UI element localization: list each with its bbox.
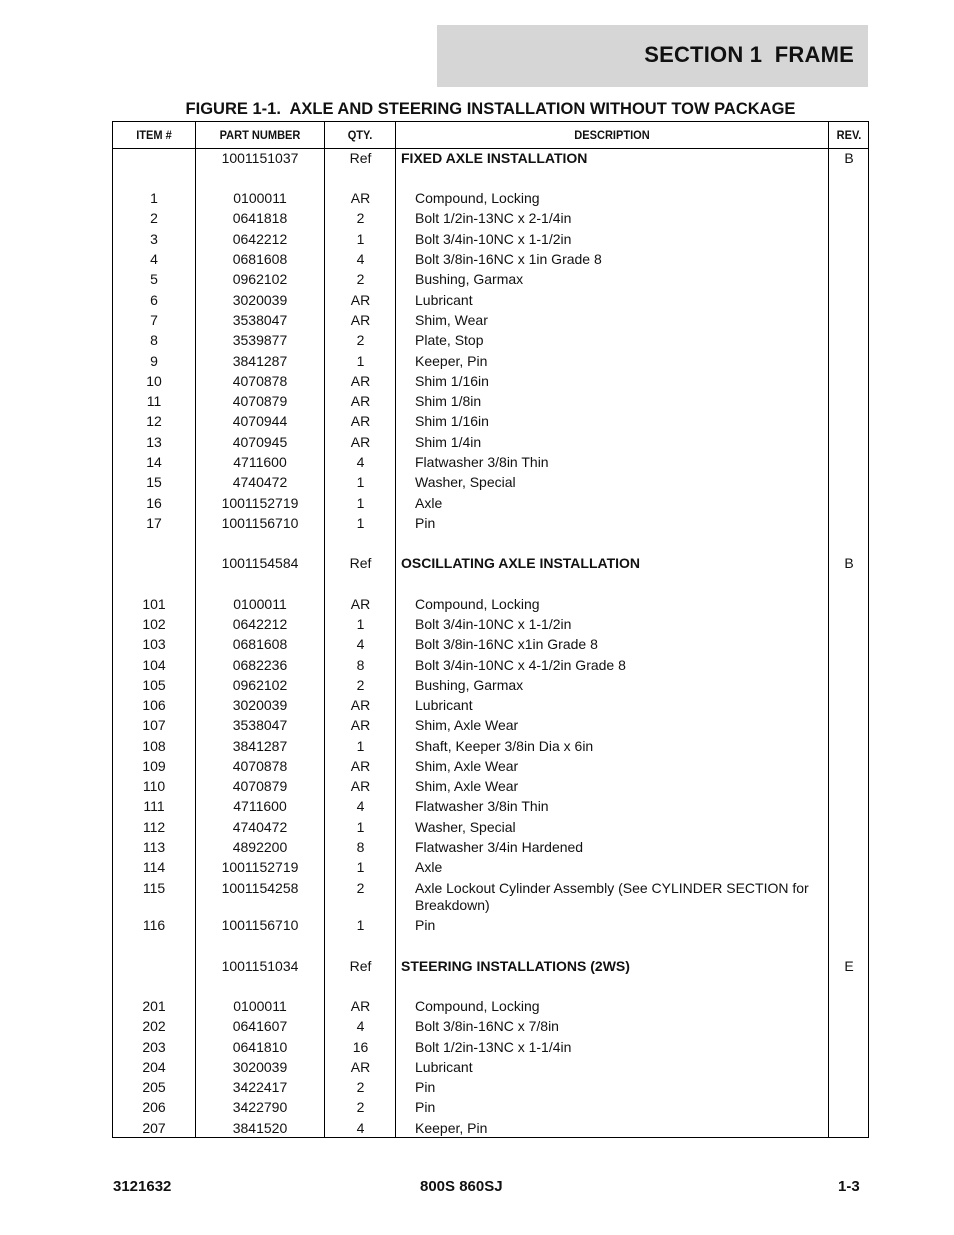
column-header-rev: REV. (836, 128, 862, 142)
cell-item-number: 15 (146, 474, 162, 490)
cell-item-number: 114 (142, 859, 166, 875)
cell-quantity: 4 (356, 1120, 365, 1136)
cell-part-number: 0682236 (232, 657, 288, 673)
cell-item-number: 113 (142, 839, 166, 855)
cell-quantity: 2 (356, 271, 365, 287)
cell-description: Shim 1/16in (415, 413, 489, 429)
cell-quantity: AR (350, 413, 371, 429)
cell-part-number: 3422417 (232, 1079, 288, 1095)
cell-part-number: 4740472 (232, 474, 288, 490)
cell-description: Compound, Locking (415, 596, 540, 612)
cell-item-number: 8 (150, 332, 158, 348)
cell-description: Keeper, Pin (415, 353, 488, 369)
cell-description: Shim 1/16in (415, 373, 489, 389)
cell-item-number: 10 (146, 373, 162, 389)
cell-quantity: AR (350, 373, 371, 389)
cell-description: Keeper, Pin (415, 1120, 488, 1136)
cell-part-number: 0100011 (233, 998, 287, 1014)
cell-quantity: 1 (356, 859, 365, 875)
cell-part-number: 4070878 (232, 373, 288, 389)
column-header-item: ITEM # (136, 128, 172, 142)
cell-item-number: 205 (142, 1079, 166, 1095)
cell-part-number: 4070944 (232, 413, 288, 429)
cell-description: Bolt 1/2in-13NC x 2-1/4in (415, 210, 572, 226)
cell-part-number: 0642212 (232, 231, 288, 247)
cell-item-number: 105 (142, 677, 166, 693)
cell-description: Plate, Stop (415, 332, 484, 348)
cell-part-number: 1001151037 (221, 150, 299, 166)
cell-description: Pin (415, 515, 436, 531)
cell-part-number: 0681608 (232, 251, 288, 267)
cell-part-number: 1001156710 (221, 917, 299, 933)
cell-item-number: 115 (142, 880, 166, 896)
cell-part-number: 3841287 (232, 738, 288, 754)
cell-part-number: 1001154258 (221, 880, 299, 896)
cell-description: Lubricant (415, 292, 473, 308)
cell-part-number: 1001154584 (221, 555, 299, 571)
cell-item-number: 102 (142, 616, 166, 632)
cell-quantity: AR (350, 292, 371, 308)
cell-quantity: 4 (356, 798, 365, 814)
cell-description: Bolt 3/4in-10NC x 1-1/2in (415, 616, 572, 632)
footer-doc-number: 3121632 (113, 1178, 172, 1195)
column-header-description: DESCRIPTION (574, 128, 650, 142)
cell-quantity: 4 (356, 454, 365, 470)
cell-item-number: 106 (142, 697, 166, 713)
cell-item-number: 14 (146, 454, 162, 470)
cell-description: Washer, Special (415, 819, 516, 835)
cell-item-number: 5 (150, 271, 158, 287)
cell-part-number: 3020039 (232, 1059, 288, 1075)
cell-item-number: 16 (146, 495, 162, 511)
cell-quantity: 1 (356, 474, 365, 490)
cell-item-number: 201 (142, 998, 166, 1014)
cell-quantity: 1 (356, 495, 365, 511)
cell-quantity: 1 (356, 738, 365, 754)
cell-quantity: 1 (356, 231, 365, 247)
cell-description: Flatwasher 3/8in Thin (415, 798, 549, 814)
cell-item-number: 17 (146, 515, 162, 531)
cell-part-number: 0681608 (232, 636, 288, 652)
cell-item-number: 9 (150, 353, 158, 369)
cell-part-number: 1001156710 (221, 515, 299, 531)
cell-item-number: 202 (142, 1018, 166, 1034)
cell-description: Bushing, Garmax (415, 677, 524, 693)
cell-part-number: 3538047 (232, 312, 288, 328)
cell-item-number: 111 (143, 798, 165, 814)
cell-item-number: 104 (142, 657, 166, 673)
cell-quantity: AR (350, 778, 371, 794)
cell-quantity: 8 (356, 657, 365, 673)
cell-part-number: 0962102 (232, 271, 288, 287)
cell-part-number: 1001151034 (221, 958, 299, 974)
cell-quantity: 2 (356, 210, 365, 226)
column-header-part-number: PART NUMBER (219, 128, 301, 142)
cell-quantity: AR (350, 312, 371, 328)
column-header-qty: QTY. (347, 128, 373, 142)
cell-item-number: 108 (142, 738, 166, 754)
cell-description: Shim 1/4in (415, 434, 482, 450)
cell-part-number: 0641818 (232, 210, 288, 226)
cell-quantity: 2 (356, 1079, 365, 1095)
cell-item-number: 203 (142, 1039, 166, 1055)
cell-description: OSCILLATING AXLE INSTALLATION (401, 555, 641, 571)
cell-item-number: 2 (150, 210, 158, 226)
cell-quantity: 4 (356, 1018, 365, 1034)
cell-description: Lubricant (415, 697, 473, 713)
cell-revision: B (844, 150, 854, 166)
cell-item-number: 204 (142, 1059, 166, 1075)
column-divider (828, 122, 829, 1137)
cell-description: Axle (415, 859, 443, 875)
cell-description: Bolt 3/8in-16NC x 1in Grade 8 (415, 251, 602, 267)
cell-item-number: 6 (150, 292, 158, 308)
cell-description: Pin (415, 1099, 436, 1115)
cell-quantity: 1 (356, 819, 365, 835)
cell-description: FIXED AXLE INSTALLATION (401, 150, 588, 166)
cell-revision: E (844, 958, 854, 974)
cell-part-number: 1001152719 (221, 859, 299, 875)
cell-description: Shim, Axle Wear (415, 778, 519, 794)
cell-item-number: 7 (150, 312, 158, 328)
cell-part-number: 3020039 (232, 697, 288, 713)
cell-quantity: 1 (356, 917, 365, 933)
cell-part-number: 3422790 (232, 1099, 288, 1115)
cell-part-number: 4070879 (232, 778, 288, 794)
cell-item-number: 4 (150, 251, 158, 267)
cell-part-number: 0962102 (232, 677, 288, 693)
cell-quantity: AR (350, 596, 371, 612)
cell-quantity: AR (350, 717, 371, 733)
cell-item-number: 110 (142, 778, 166, 794)
cell-quantity: 1 (356, 353, 365, 369)
cell-quantity: 2 (356, 677, 365, 693)
cell-description: Axle (415, 495, 443, 511)
cell-quantity: Ref (349, 555, 372, 571)
cell-part-number: 3539877 (232, 332, 288, 348)
cell-quantity: 1 (356, 515, 365, 531)
cell-item-number: 112 (142, 819, 166, 835)
cell-part-number: 4892200 (232, 839, 288, 855)
cell-part-number: 0641810 (232, 1039, 288, 1055)
cell-quantity: 4 (356, 636, 365, 652)
cell-quantity: 2 (356, 1099, 365, 1115)
figure-title: FIGURE 1-1. AXLE AND STEERING INSTALLATION WITHOUT TOW PACKAGE (185, 100, 796, 118)
cell-description: Bolt 3/4in-10NC x 1-1/2in (415, 231, 572, 247)
cell-part-number: 4711600 (233, 454, 287, 470)
cell-quantity: AR (350, 998, 371, 1014)
cell-part-number: 4070879 (232, 393, 288, 409)
cell-item-number: 13 (146, 434, 162, 450)
cell-quantity: AR (350, 393, 371, 409)
cell-part-number: 0100011 (233, 596, 287, 612)
cell-part-number: 3020039 (232, 292, 288, 308)
cell-description: Shim 1/8in (415, 393, 482, 409)
cell-part-number: 1001152719 (221, 495, 299, 511)
footer-model: 800S 860SJ (420, 1178, 503, 1195)
cell-item-number: 11 (146, 393, 162, 409)
section-title: SECTION 1 FRAME (644, 42, 854, 67)
cell-description: Bolt 1/2in-13NC x 1-1/4in (415, 1039, 572, 1055)
cell-part-number: 0642212 (232, 616, 288, 632)
cell-quantity: 4 (356, 251, 365, 267)
cell-description: Shim, Axle Wear (415, 717, 519, 733)
cell-description: Bolt 3/4in-10NC x 4-1/2in Grade 8 (415, 657, 626, 673)
cell-part-number: 3841287 (232, 353, 288, 369)
cell-part-number: 4711600 (233, 798, 287, 814)
cell-quantity: AR (350, 190, 371, 206)
cell-quantity: 2 (356, 880, 365, 896)
cell-description: Bolt 3/8in-16NC x1in Grade 8 (415, 636, 598, 652)
cell-description: Flatwasher 3/8in Thin (415, 454, 549, 470)
cell-item-number: 116 (142, 917, 166, 933)
cell-description: STEERING INSTALLATIONS (2WS) (401, 958, 630, 974)
cell-quantity: AR (350, 1059, 371, 1075)
cell-item-number: 103 (142, 636, 166, 652)
cell-revision: B (844, 555, 854, 571)
cell-quantity: 1 (356, 616, 365, 632)
cell-item-number: 12 (146, 413, 162, 429)
cell-part-number: 0641607 (232, 1018, 288, 1034)
cell-item-number: 107 (142, 717, 166, 733)
cell-part-number: 4070878 (232, 758, 288, 774)
cell-quantity: Ref (349, 150, 372, 166)
cell-quantity: 2 (356, 332, 365, 348)
cell-description: Pin (415, 1079, 436, 1095)
cell-description: Shim, Wear (415, 312, 488, 328)
cell-description: Lubricant (415, 1059, 473, 1075)
cell-description: Compound, Locking (415, 190, 540, 206)
cell-quantity: AR (350, 434, 371, 450)
cell-part-number: 4740472 (232, 819, 288, 835)
cell-part-number: 3841520 (232, 1120, 288, 1136)
cell-description: Flatwasher 3/4in Hardened (415, 839, 584, 855)
cell-description: Bushing, Garmax (415, 271, 524, 287)
cell-description: Axle Lockout Cylinder Assembly (See CYLINDER SECTION for Breakdown) (415, 880, 809, 913)
cell-item-number: 101 (142, 596, 166, 612)
cell-description: Pin (415, 917, 436, 933)
section-banner (437, 25, 868, 87)
cell-quantity: AR (350, 758, 371, 774)
cell-description: Washer, Special (415, 474, 516, 490)
cell-part-number: 0100011 (233, 190, 287, 206)
parts-table (112, 121, 869, 1138)
cell-description: Shaft, Keeper 3/8in Dia x 6in (415, 738, 594, 754)
cell-item-number: 3 (150, 231, 158, 247)
cell-quantity: 16 (352, 1039, 369, 1055)
footer-page-number: 1-3 (838, 1178, 860, 1195)
cell-item-number: 206 (142, 1099, 166, 1115)
cell-part-number: 4070945 (232, 434, 288, 450)
cell-quantity: AR (350, 697, 371, 713)
cell-quantity: 8 (356, 839, 365, 855)
header-divider (113, 148, 868, 149)
cell-quantity: Ref (349, 958, 372, 974)
cell-item-number: 1 (150, 190, 158, 206)
cell-item-number: 109 (142, 758, 166, 774)
cell-item-number: 207 (142, 1120, 166, 1136)
cell-part-number: 3538047 (232, 717, 288, 733)
cell-description: Bolt 3/8in-16NC x 7/8in (415, 1018, 559, 1034)
cell-description: Shim, Axle Wear (415, 758, 519, 774)
cell-description: Compound, Locking (415, 998, 540, 1014)
